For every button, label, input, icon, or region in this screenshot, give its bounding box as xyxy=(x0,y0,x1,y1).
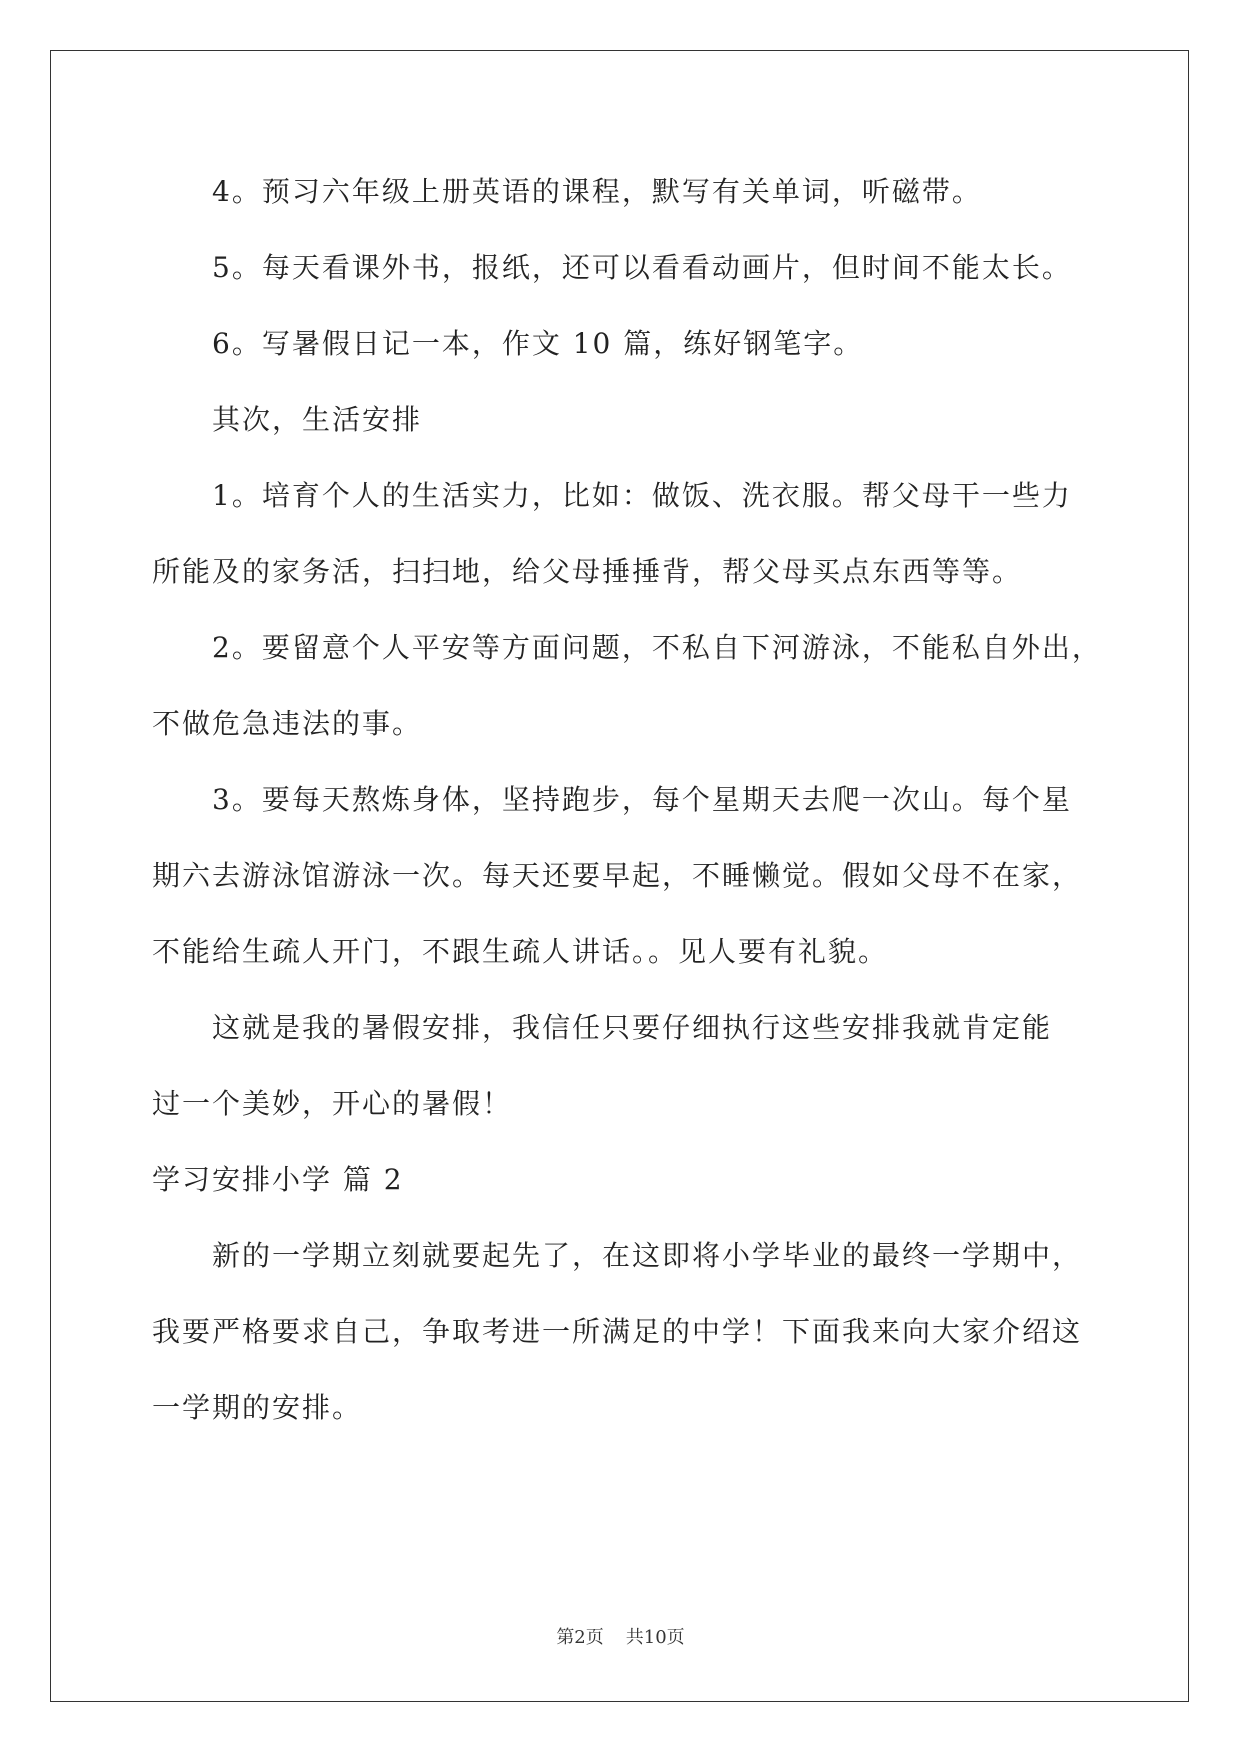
paragraph-line: 所能及的家务活，扫扫地，给父母捶捶背，帮父母买点东西等等。 xyxy=(152,555,1023,588)
paragraph-line: 新的一学期立刻就要起先了，在这即将小学毕业的最终一学期中， xyxy=(212,1239,1083,1272)
paragraph-line: 3。要每天熬炼身体，坚持跑步，每个星期天去爬一次山。每个星 xyxy=(212,783,1072,816)
paragraph-line: 一学期的安排。 xyxy=(152,1391,363,1424)
paragraph-line: 2。要留意个人平安等方面问题，不私自下河游泳，不能私自外出， xyxy=(212,631,1102,664)
page-number-total: 共10页 xyxy=(625,1627,685,1648)
paragraph-line: 我要严格要求自己，争取考进一所满足的中学！下面我来向大家介绍这 xyxy=(152,1315,1083,1348)
paragraph-line: 过一个美妙，开心的暑假！ xyxy=(152,1087,513,1120)
page-number-current: 第2页 xyxy=(556,1627,604,1648)
article-heading: 学习安排小学 篇 2 xyxy=(152,1163,404,1196)
paragraph-line: 不能给生疏人开门，不跟生疏人讲话。。见人要有礼貌。 xyxy=(152,935,889,968)
section-heading: 其次，生活安排 xyxy=(212,403,423,436)
paragraph-line: 期六去游泳馆游泳一次。每天还要早起，不睡懒觉。假如父母不在家， xyxy=(152,859,1083,892)
paragraph-line: 6。写暑假日记一本，作文 10 篇，练好钢笔字。 xyxy=(212,327,864,360)
paragraph-line: 这就是我的暑假安排，我信任只要仔细执行这些安排我就肯定能 xyxy=(212,1011,1053,1044)
paragraph-line: 5。每天看课外书，报纸，还可以看看动画片，但时间不能太长。 xyxy=(212,251,1072,284)
paragraph-line: 1。培育个人的生活实力，比如：做饭、洗衣服。帮父母干一些力 xyxy=(212,479,1072,512)
paragraph-line: 4。预习六年级上册英语的课程，默写有关单词，听磁带。 xyxy=(212,175,982,208)
paragraph-line: 不做危急违法的事。 xyxy=(152,707,423,740)
page-footer xyxy=(0,1626,1241,1650)
